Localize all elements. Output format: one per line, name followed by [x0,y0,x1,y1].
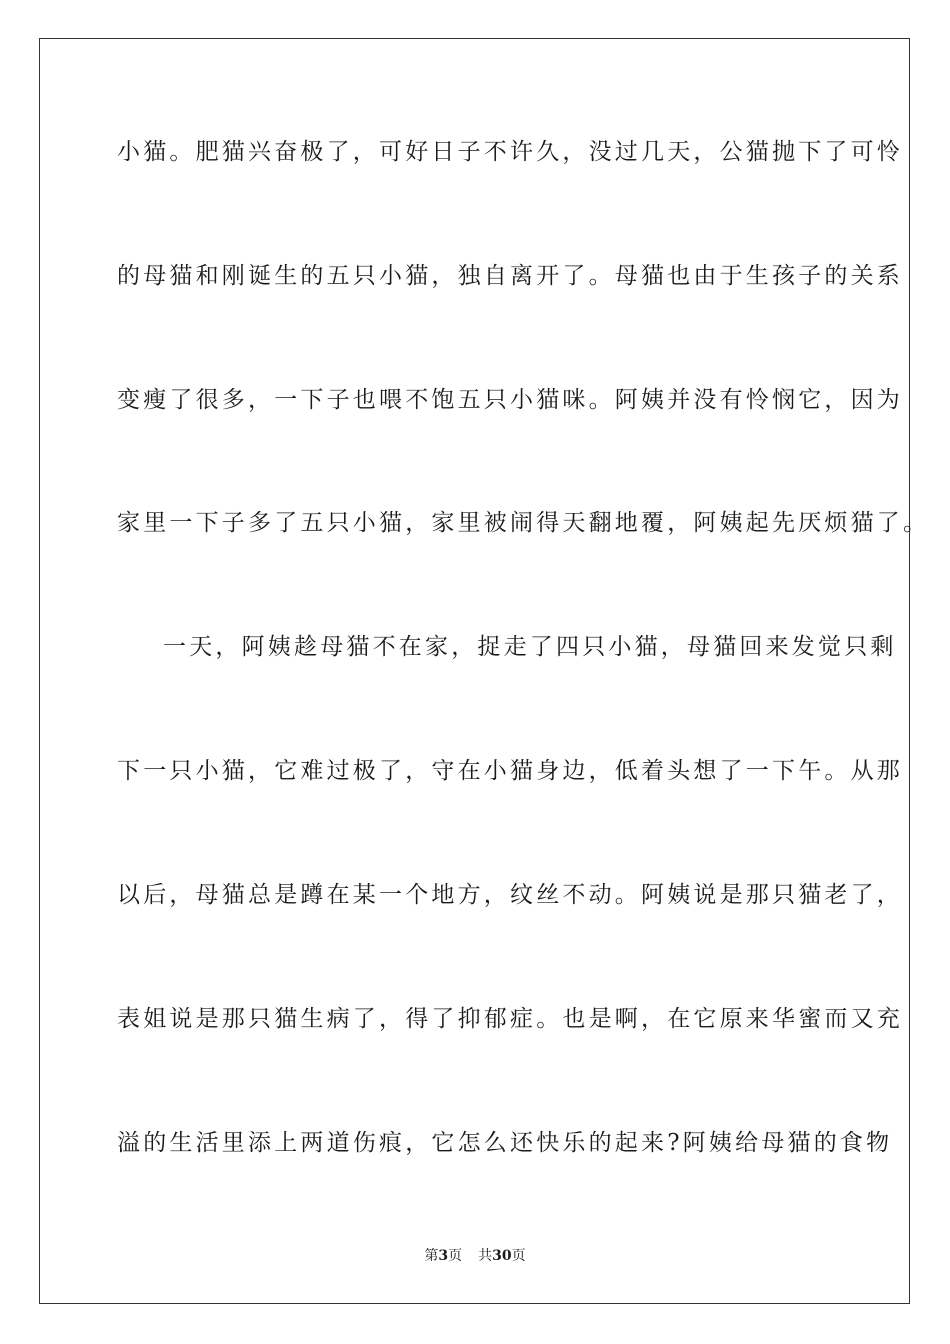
page-border [39,38,930,1304]
total-suffix: 页 [511,1248,526,1264]
page-prefix: 第 [424,1248,439,1264]
total-pages: 30 [492,1248,512,1264]
paragraph-line: 家里一下子多了五只小猫，家里被闹得天翻地覆，阿姨起先厌烦猫了。 [117,510,930,536]
paragraph-line: 以后，母猫总是蹲在某一个地方，纹丝不动。阿姨说是那只猫老了， [117,882,903,908]
page-number: 3 [438,1248,449,1264]
paragraph-line: 的母猫和刚诞生的五只小猫，独自离开了。母猫也由于生孩子的关系 [117,263,903,289]
total-prefix: 共 [478,1248,493,1264]
paragraph-line: 变瘦了很多，一下子也喂不饱五只小猫咪。阿姨并没有怜悯它，因为 [117,387,903,413]
paragraph-line: 溢的生活里添上两道伤痕，它怎么还快乐的起来?阿姨给母猫的食物 [117,1130,893,1156]
page-footer [0,1247,950,1265]
paragraph-line: 下一只小猫，它难过极了，守在小猫身边，低着头想了一下午。从那 [117,758,903,784]
page-suffix: 页 [448,1248,463,1264]
paragraph-line: 小猫。肥猫兴奋极了，可好日子不许久，没过几天，公猫抛下了可怜 [117,139,903,165]
paragraph-line: 一天，阿姨趁母猫不在家，捉走了四只小猫，母猫回来发觉只剩 [163,634,897,660]
paragraph-line: 表姐说是那只猫生病了，得了抑郁症。也是啊，在它原来华蜜而又充 [117,1006,903,1032]
